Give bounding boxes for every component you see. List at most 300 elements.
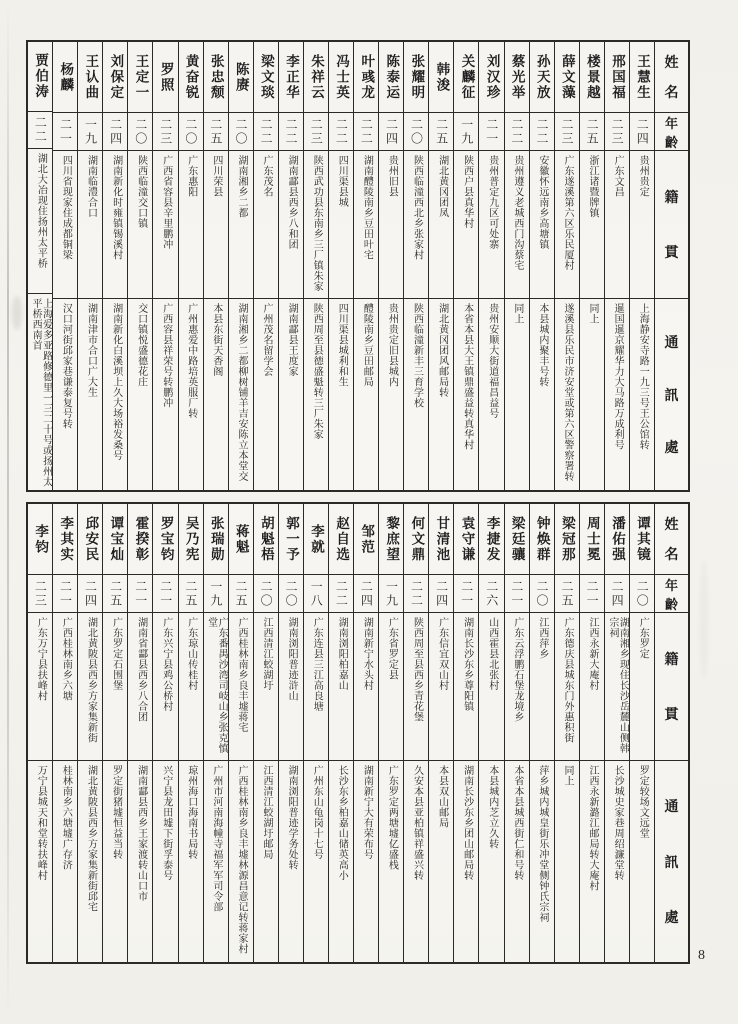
name-cell: [379, 42, 403, 112]
age-cell: [429, 112, 453, 150]
contact-text: 万宁县城天和堂转扶峰村: [35, 765, 47, 881]
origin-text: 广东云浮鹏石堡龙境乡: [511, 617, 523, 722]
age-cell: [479, 112, 503, 150]
origin-text: 湖南湘乡现住长沙岳麓山侧韩宗祠: [606, 617, 629, 754]
header-name-label: 姓 名: [664, 56, 679, 101]
name-text: 韩浚: [434, 61, 450, 93]
name-cell: [404, 42, 428, 112]
name-cell: [555, 504, 579, 574]
age-text: 二五: [183, 579, 198, 608]
name-text: 罗宝钧: [158, 515, 174, 563]
name-text: 贾伯涛: [33, 53, 49, 100]
person-column: [629, 42, 654, 490]
person-column: [453, 504, 478, 962]
origin-cell: [179, 612, 203, 760]
age-cell: [304, 112, 328, 150]
header-name-label: 姓 名: [664, 518, 679, 563]
contact-text: 湖南酃县西乡王家渡转山口市: [135, 765, 147, 902]
header-origin: [655, 150, 688, 298]
name-text: 甘清池: [434, 515, 450, 563]
origin-text: 陕西临潼西北乡张家村: [411, 155, 423, 260]
contact-cell: [454, 760, 478, 962]
age-cell: [78, 574, 102, 612]
origin-text: 贵州贵定: [637, 155, 649, 197]
age-cell: [580, 574, 604, 612]
age-text: 二一: [484, 117, 499, 146]
origin-cell: [229, 612, 253, 760]
contact-cell: [379, 760, 403, 962]
age-text: 二五: [108, 579, 123, 608]
name-cell: [630, 504, 654, 574]
origin-text: 广西桂林南乡良丰墟蒋宅: [235, 617, 247, 733]
person-column: [529, 504, 554, 962]
origin-cell: [53, 612, 77, 760]
contact-cell: [479, 298, 503, 490]
contact-cell: [505, 298, 529, 490]
name-cell: [28, 504, 52, 574]
age-text: 二二: [334, 579, 349, 608]
header-contact: [655, 760, 688, 962]
age-text: 二一: [58, 117, 73, 146]
contact-text: 萍乡城内城皇街乐冲堂侧钟氏宗祠: [536, 765, 548, 923]
age-cell: [229, 112, 253, 150]
age-text: 一九: [83, 117, 98, 146]
name-cell: [279, 42, 303, 112]
origin-text: 广东连县三江高良塘: [311, 617, 323, 712]
name-text: 梁廷骧: [509, 515, 525, 563]
origin-cell: [605, 150, 629, 298]
age-cell: [530, 112, 554, 150]
origin-cell: [329, 612, 353, 760]
name-cell: [454, 42, 478, 112]
contact-cell: [204, 298, 228, 490]
age-text: 二一: [459, 579, 474, 608]
name-cell: [479, 504, 503, 574]
name-cell: [354, 42, 378, 112]
person-column: [28, 504, 52, 962]
origin-text: 广东遂溪第六区乐民厦村: [561, 155, 573, 271]
person-column: [328, 504, 353, 962]
name-text: 郭一予: [283, 515, 299, 563]
contact-text: 同上: [511, 303, 523, 324]
contact-text: 广西桂林南乡良丰墟林源昌意记转蒋家村: [235, 765, 247, 954]
name-cell: [254, 504, 278, 574]
contact-text: 同上: [587, 303, 599, 324]
age-cell: [153, 112, 177, 150]
contact-cell: [429, 298, 453, 490]
name-cell: [354, 504, 378, 574]
person-column: [303, 504, 328, 962]
name-text: 陈赓: [233, 61, 249, 93]
name-text: 刘汉珍: [484, 53, 500, 101]
contact-cell: [279, 298, 303, 490]
age-text: 二四: [610, 579, 625, 608]
name-text: 李正华: [283, 53, 299, 101]
name-text: 李其实: [58, 515, 74, 563]
roster-table-bottom: [26, 502, 690, 964]
origin-text: 广东德庆县城东门外惠积街: [561, 617, 573, 743]
name-text: 关麟征: [459, 53, 475, 101]
name-text: 黎庶望: [384, 515, 400, 563]
contact-cell: [279, 760, 303, 962]
name-cell: [53, 504, 77, 574]
age-cell: [605, 574, 629, 612]
origin-text: 湖南新化时雍镇锡溪村: [110, 155, 122, 260]
name-text: 谭宝灿: [108, 515, 124, 563]
contact-cell: [530, 298, 554, 490]
origin-cell: [404, 150, 428, 298]
age-cell: [429, 574, 453, 612]
age-cell: [179, 112, 203, 150]
header-age-label: 年 齡: [664, 116, 678, 150]
person-column: [203, 42, 228, 490]
person-column: [529, 42, 554, 490]
age-text: 二〇: [284, 579, 299, 608]
person-column: [604, 504, 629, 962]
name-text: 霍揆彰: [133, 515, 149, 563]
name-cell: [103, 504, 127, 574]
contact-text: 上海静安寺路一九三号王公馆转: [637, 303, 649, 450]
name-text: 刘保定: [108, 53, 124, 101]
person-column: [178, 504, 203, 962]
origin-cell: [304, 150, 328, 298]
contact-text: 广州茂名留学会: [261, 303, 273, 377]
name-cell: [329, 42, 353, 112]
contact-cell: [304, 298, 328, 490]
person-column: [152, 42, 177, 490]
origin-text: 湖北黄陂县西乡方家集新街: [85, 617, 97, 743]
person-column: [77, 504, 102, 962]
contact-text: 湖南酃县王度家: [286, 303, 298, 377]
name-cell: [229, 42, 253, 112]
age-cell: [530, 574, 554, 612]
age-text: 二三: [610, 117, 625, 146]
age-text: 二〇: [259, 579, 274, 608]
age-text: 二二: [409, 579, 424, 608]
origin-cell: [279, 150, 303, 298]
contact-text: 广东罗定两塘墟亿盛栈: [386, 765, 398, 870]
age-cell: [128, 112, 152, 150]
person-column: [253, 42, 278, 490]
contact-cell: [28, 760, 52, 962]
age-cell: [53, 112, 77, 150]
header-age: [655, 574, 688, 612]
contact-cell: [229, 298, 253, 490]
origin-text: 湖南酃县西乡八和团: [286, 155, 298, 250]
contact-text: 兴宁县龙田墟下街孚泰号: [160, 765, 172, 881]
name-text: 王慧生: [635, 53, 651, 101]
age-text: 二五: [560, 579, 575, 608]
header-name: [655, 42, 688, 112]
contact-cell: [580, 298, 604, 490]
name-text: 赵自选: [334, 515, 350, 563]
contact-cell: [204, 760, 228, 962]
name-text: 杨麟: [58, 61, 74, 93]
age-cell: [379, 574, 403, 612]
origin-text: 广东罗定: [637, 617, 649, 659]
contact-text: 上海爱多亚路修德里一三二十号或扬州太平桥西南首: [30, 297, 52, 487]
origin-text: 广东罗定石围堡: [110, 617, 122, 691]
age-text: 二一: [585, 579, 600, 608]
contact-cell: [555, 760, 579, 962]
person-column: [203, 504, 228, 962]
name-text: 孙天放: [534, 53, 550, 101]
contact-text: 本县城内聚丰号转: [536, 303, 548, 387]
name-text: 潘佑强: [609, 515, 625, 563]
contact-text: 罗定街猪墟恒益当转: [110, 765, 122, 860]
header-origin: [655, 612, 688, 760]
age-text: 二五: [208, 117, 223, 146]
contact-text: 遂溪县乐民市济安堂或第六区警察署转: [561, 303, 573, 482]
age-cell: [204, 112, 228, 150]
contact-cell: [28, 293, 52, 490]
contact-cell: [229, 760, 253, 962]
origin-cell: [153, 612, 177, 760]
origin-cell: [429, 612, 453, 760]
contact-text: 醴陵南乡豆田邮局: [361, 303, 373, 387]
header-contact-label: 通 訊 處: [664, 335, 679, 457]
person-column: [403, 504, 428, 962]
contact-cell: [630, 760, 654, 962]
origin-text: 江西萍乡: [536, 617, 548, 659]
person-column: [604, 42, 629, 490]
contact-text: 本省本县大王镇鼎盛益转真华村: [461, 303, 473, 450]
person-column: [77, 42, 102, 490]
age-cell: [505, 574, 529, 612]
header-contact-label: 通 訊 處: [664, 800, 679, 926]
person-column: [428, 42, 453, 490]
origin-cell: [555, 150, 579, 298]
name-cell: [103, 42, 127, 112]
name-cell: [279, 504, 303, 574]
name-cell: [254, 42, 278, 112]
contact-cell: [179, 298, 203, 490]
name-cell: [379, 504, 403, 574]
age-cell: [28, 574, 52, 612]
origin-text: 广东信宜双山村: [436, 617, 448, 691]
contact-cell: [454, 298, 478, 490]
contact-cell: [78, 760, 102, 962]
contact-text: 湖北黄陂县西乡方家集新街邱宅: [85, 765, 97, 912]
contact-text: 湖南长沙东乡团山邮局转: [461, 765, 473, 881]
name-text: 蔡光举: [509, 53, 525, 101]
age-text: 一九: [208, 579, 223, 608]
origin-cell: [179, 150, 203, 298]
name-text: 邢国福: [609, 53, 625, 101]
age-cell: [329, 574, 353, 612]
origin-cell: [530, 612, 554, 760]
origin-text: 湖南浏阳普迹浒山: [286, 617, 298, 701]
person-column: [228, 504, 253, 962]
contact-cell: [153, 760, 177, 962]
name-text: 邱安民: [83, 515, 99, 563]
contact-cell: [404, 298, 428, 490]
origin-text: 广东茂名: [261, 155, 273, 197]
origin-text: 贵州遵义老城西门沟蔡宅: [511, 155, 523, 271]
contact-text: 湖南新宁大有荣布号: [361, 765, 373, 860]
age-text: 二五: [434, 117, 449, 146]
origin-cell: [479, 150, 503, 298]
contact-cell: [354, 760, 378, 962]
person-column: [478, 504, 503, 962]
age-cell: [28, 111, 52, 148]
binding-edge-line: [7, 0, 9, 1024]
origin-cell: [28, 148, 52, 293]
name-cell: [530, 504, 554, 574]
name-text: 邹范: [359, 523, 375, 555]
person-column: [453, 42, 478, 490]
person-column: [152, 504, 177, 962]
name-cell: [78, 42, 102, 112]
origin-text: 湖南湘乡二都: [235, 155, 247, 218]
name-cell: [153, 42, 177, 112]
person-column: [28, 42, 52, 490]
name-text: 周士冕: [584, 515, 600, 563]
person-column: [278, 504, 303, 962]
age-text: 二〇: [534, 579, 549, 608]
origin-cell: [28, 612, 52, 760]
origin-cell: [304, 612, 328, 760]
origin-text: 湖北大冶现住扬州太平桥: [35, 152, 47, 269]
contact-text: 贵州贵定旧县城内: [386, 303, 398, 387]
name-cell: [78, 504, 102, 574]
name-text: 李就: [309, 523, 325, 555]
age-cell: [454, 574, 478, 612]
contact-cell: [429, 760, 453, 962]
name-cell: [580, 504, 604, 574]
age-text: 二二: [259, 117, 274, 146]
contact-cell: [128, 298, 152, 490]
roster-table-top: [26, 40, 690, 492]
contact-text: 江西永新潞江邮局转大庵村: [587, 765, 599, 891]
name-text: 张忠颓: [208, 53, 224, 101]
contact-text: 湖南浏阳普迹学务处转: [286, 765, 298, 870]
origin-cell: [279, 612, 303, 760]
origin-text: 湖南长沙东乡尊阳镇: [461, 617, 473, 712]
contact-cell: [304, 760, 328, 962]
origin-cell: [379, 612, 403, 760]
contact-text: 陕西周至县德盛魁转三厂朱家: [311, 303, 323, 440]
contact-text: 暹国暹京耀华力大马路万成利号: [612, 303, 624, 450]
contact-text: 本县东街天香阁: [210, 303, 222, 377]
age-text: 二四: [359, 579, 374, 608]
age-cell: [53, 574, 77, 612]
contact-text: 本省本县城西街仁和号转: [511, 765, 523, 881]
name-text: 黄奋锐: [183, 53, 199, 101]
person-column: [102, 504, 127, 962]
origin-cell: [128, 612, 152, 760]
age-text: 二〇: [409, 117, 424, 146]
contact-text: 琼州海口海南书局转: [185, 765, 197, 860]
name-cell: [454, 504, 478, 574]
origin-text: 湖南醴陵南乡豆田叶宅: [361, 155, 373, 260]
origin-text: 广东琼山传桂村: [185, 617, 197, 691]
origin-text: 贵州旧县: [386, 155, 398, 197]
age-text: 二二: [534, 117, 549, 146]
person-column: [127, 504, 152, 962]
contact-cell: [404, 760, 428, 962]
age-cell: [128, 574, 152, 612]
contact-cell: [379, 298, 403, 490]
origin-text: 广东惠阳: [185, 155, 197, 197]
age-text: 二四: [434, 579, 449, 608]
name-cell: [630, 42, 654, 112]
contact-text: 广西容县祥荣号转鹏冲: [160, 303, 172, 408]
age-cell: [279, 574, 303, 612]
contact-text: 四川渠县城利和生: [336, 303, 348, 387]
origin-text: 山西霍县北张村: [486, 617, 498, 691]
name-cell: [304, 42, 328, 112]
contact-text: 长沙东乡柏嘉山储英高小: [336, 765, 348, 881]
origin-cell: [454, 612, 478, 760]
name-cell: [179, 42, 203, 112]
origin-text: 湖南临澧合口: [85, 155, 97, 218]
name-text: 罗照: [158, 61, 174, 93]
age-text: 二四: [83, 579, 98, 608]
contact-text: 江西清江蛟湖圩邮局: [261, 765, 273, 860]
age-text: 二〇: [133, 117, 148, 146]
contact-text: 本县双山邮局: [436, 765, 448, 828]
origin-text: 江西永新大庵村: [587, 617, 599, 691]
origin-text: 四川渠县城: [336, 155, 348, 208]
origin-text: 陕西户县真华村: [461, 155, 473, 229]
name-text: 何文鼎: [409, 515, 425, 563]
origin-text: 广东省罗定县: [386, 617, 398, 680]
age-text: 二一: [58, 579, 73, 608]
age-text: 二五: [585, 117, 600, 146]
contact-text: 长沙城史家巷周绍濂堂转: [612, 765, 624, 881]
age-cell: [329, 112, 353, 150]
name-cell: [555, 42, 579, 112]
origin-cell: [580, 612, 604, 760]
person-column: [253, 504, 278, 962]
person-column: [52, 504, 77, 962]
origin-cell: [404, 612, 428, 760]
header-column: [654, 504, 688, 962]
origin-cell: [630, 150, 654, 298]
header-contact: [655, 298, 688, 490]
age-cell: [630, 574, 654, 612]
name-text: 陈泰运: [384, 53, 400, 101]
person-column: [127, 42, 152, 490]
person-column: [178, 42, 203, 490]
origin-cell: [254, 612, 278, 760]
age-cell: [153, 574, 177, 612]
person-column: [579, 42, 604, 490]
person-column: [378, 42, 403, 490]
name-cell: [229, 504, 253, 574]
origin-cell: [103, 612, 127, 760]
age-cell: [229, 574, 253, 612]
person-column: [303, 42, 328, 490]
contact-cell: [103, 298, 127, 490]
contact-cell: [153, 298, 177, 490]
age-text: 二一: [133, 579, 148, 608]
contact-cell: [53, 298, 77, 490]
contact-text: 湖南湘乡二都柳树铺羊吉安陈立本堂交: [235, 303, 247, 482]
name-text: 吴乃宪: [183, 515, 199, 563]
contact-text: 湖北黄冈团风邮局转: [436, 303, 448, 398]
name-text: 冯士英: [334, 53, 350, 101]
age-cell: [279, 112, 303, 150]
name-text: 叶彧龙: [359, 53, 375, 101]
age-text: 二二: [334, 117, 349, 146]
origin-text: 广东兴宁县鸡公桥村: [160, 617, 172, 712]
person-column: [278, 42, 303, 490]
contact-text: 广州东山龟岗十七号: [311, 765, 323, 860]
name-text: 胡魁梧: [258, 515, 274, 563]
header-age: [655, 112, 688, 150]
